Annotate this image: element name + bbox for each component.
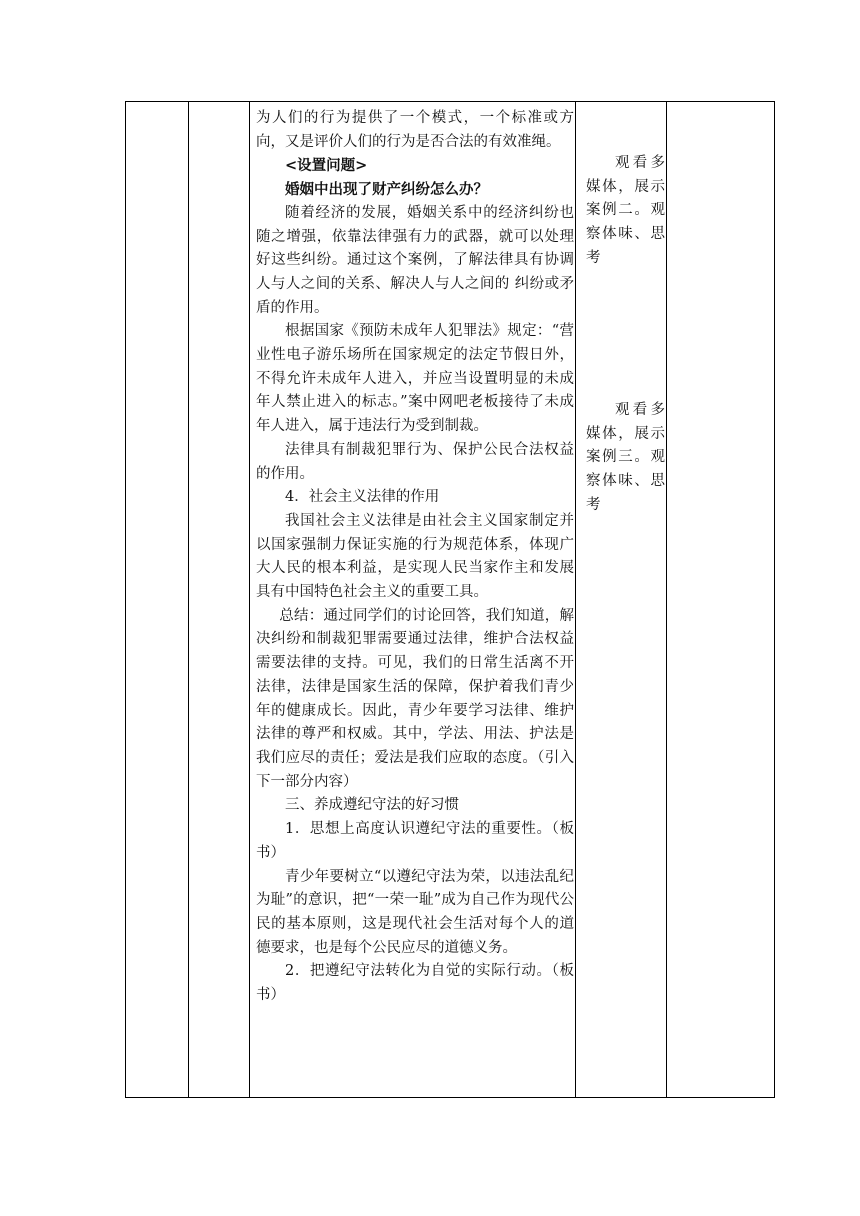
paragraph: 青少年要树立“以遵纪守法为荣，以违法乱纪为耻”的意识，把“一荣一耻”成为自己作为现代公民的基本原则，这是现代社会生活对每个人的道德要求，也是每个公民应尽的道德义务。 [256,868,574,956]
paragraph: 随着经济的发展，婚姻关系中的经济纠纷也随之增强，依靠法律强有力的武器，就可以处理好这些纠纷。通过这个案例，了解法律具有协调人与人之间的关系、解决人与人之间的 纠纷或矛盾的作用。 [256,204,574,316]
section-subheading: 4．社会主义法律的作用 [285,489,440,506]
teaching-process-column [256,107,574,1008]
paragraph-summary: 总结：通过同学们的讨论回答，我们知道，解决纠纷和制裁犯罪需要通过法律，维护合法权益需要法律的支持。可见，我们的日常生活离不开法律，法律是国家生活的保障，保护着我们青少年的健康成长。因此，青少年要学习法律、维护法律的尊严和权威。其中，学法、用法、护法是我们应尽的责任；爱法是我们应取的态度。（引入下一部分内容） [256,607,574,790]
column-divider [249,102,250,1097]
student-activity-note [586,399,666,518]
paragraph: 根据国家《预防未成年人犯罪法》规定：“营业性电子游乐场所在国家规定的法定节假日外，不得允许未成年人进入，并应当设置明显的未成年人禁止进入的标志。”案中网吧老板接待了未成年人进入，属于违法行为受到制裁。 [256,323,574,435]
paragraph: 法律具有制裁犯罪行为、保护公民合法权益的作用。 [256,441,574,482]
paragraph-heading: <设置问题> [285,157,368,175]
column-divider [575,102,576,1097]
side-note-text: 观看多媒体，展示案例二。观察体味、思考 [586,155,666,266]
paragraph-question: 婚姻中出现了财产纠纷怎么办？ [285,181,488,199]
student-activity-note [586,152,666,271]
section-subheading: 2．把遵纪守法转化为自觉的实际行动。（板书） [256,963,574,1004]
column-divider [188,102,189,1097]
paragraph: 为人们的行为提供了一个模式，一个标准或方向，又是评价人们的行为是否合法的有效准绳。 [256,110,574,150]
lesson-plan-table [125,101,775,1098]
paragraph: 我国社会主义法律是由社会主义国家制定并以国家强制力保证实施的行为规范体系，体现广大人民的根本利益，是实现人民当家作主和发展具有中国特色社会主义的重要工具。 [256,512,574,601]
section-heading: 三、养成遵纪守法的好习惯 [285,797,459,814]
section-subheading: 1．思想上高度认识遵纪守法的重要性。（板书） [256,821,574,861]
column-divider [666,102,667,1097]
side-note-text: 观看多媒体，展示案例三。观察体味、思考 [586,402,666,513]
